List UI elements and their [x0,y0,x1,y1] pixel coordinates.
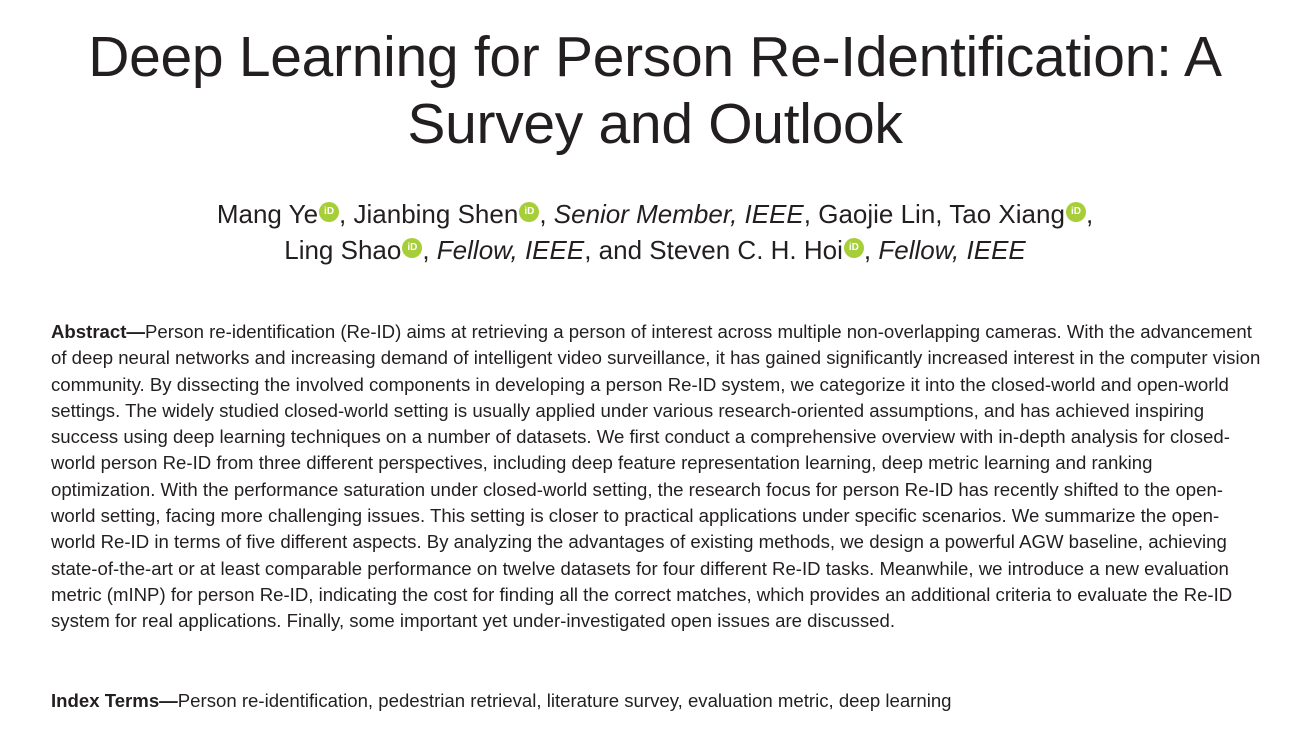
author-separator: , [339,199,354,229]
orcid-icon[interactable]: iD [319,202,339,222]
author-affiliation: Senior Member, IEEE [553,199,804,229]
abstract-text: Person re-identification (Re-ID) aims at retrieving a person of interest across multiple non-overlapping cameras. With the advancement of deep neural networks and increasing demand of intelligent video surveillance, it has gained significantly increased interest in the computer vision community. By dissecting the involved components in developing a person Re-ID system, we categorize it into the closed-world and open-world settings. The widely studied closed-world setting is usually applied under various research-oriented assumptions, and has achieved inspiring success using deep learning techniques on a number of datasets. We first conduct a comprehensive overview with in-depth analysis for closed-world person Re-ID from three different perspectives, including deep feature representation learning, deep metric learning and ranking optimization. With the performance saturation under closed-world setting, the research focus for person Re-ID has recently shifted to the open-world setting, facing more challenging issues. This setting is closer to practical applications under specific scenarios. We summarize the open-world Re-ID in terms of five different aspects. By analyzing the advantages of existing methods, we design a powerful AGW baseline, achieving state-of-the-art or at least comparable performance on twelve datasets for four different Re-ID tasks. Meanwhile, we introduce a new evaluation metric (mINP) for person Re-ID, indicating the cost for finding all the correct matches, which provides an additional criteria to evaluate the Re-ID system for real applications. Finally, some important yet under-investigated open issues are discussed. [51,321,1261,632]
index-terms-text: Person re-identification, pedestrian retrieval, literature survey, evaluation metric, deep learning [177,690,952,711]
orcid-icon[interactable]: iD [402,238,422,258]
index-terms [51,688,1261,714]
abstract [51,319,1261,635]
orcid-icon[interactable]: iD [1066,202,1086,222]
author-separator: , [1085,199,1094,229]
author-separator: , [863,235,879,265]
author-separator: , [539,199,554,229]
author-name: Ling Shao [284,235,402,265]
author-affiliation: Fellow, IEEE [436,235,585,265]
orcid-icon[interactable]: iD [844,238,864,258]
author-name: Tao Xiang [949,199,1065,229]
author-list [0,196,1310,268]
paper-title: Deep Learning for Person Re-Identification: A Survey and Outlook [88,25,1222,156]
author-separator: , [422,235,437,265]
author-separator: , and [584,235,650,265]
abstract-label: Abstract— [51,321,146,342]
author-name: Gaojie Lin [818,199,936,229]
author-name: Mang Ye [216,199,319,229]
orcid-icon[interactable]: iD [519,202,539,222]
author-separator: , [803,199,819,229]
author-line-1 [0,196,1310,232]
author-line-2 [0,232,1310,268]
author-name: Jianbing Shen [353,199,519,229]
author-affiliation: Fellow, IEEE [878,235,1026,265]
author-separator: , [935,199,950,229]
author-name: Steven C. H. Hoi [649,235,843,265]
index-terms-label: Index Terms— [51,690,178,711]
